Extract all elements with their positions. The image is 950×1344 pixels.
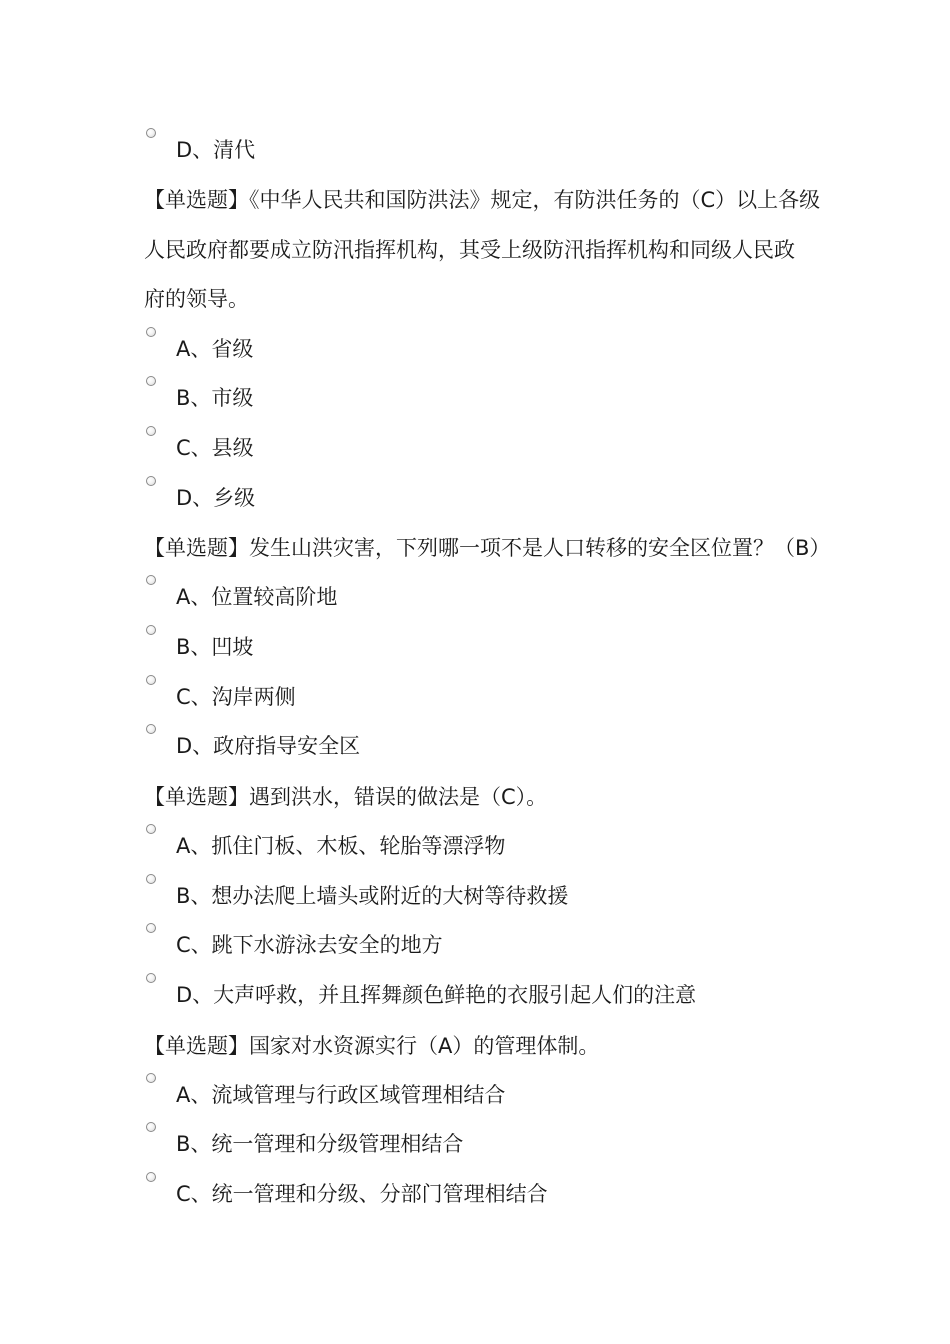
option-text: B、市级 [176, 386, 254, 410]
radio-icon[interactable] [146, 724, 156, 734]
option-text: C、跳下水游泳去安全的地方 [176, 933, 443, 957]
option-text: D、政府指导安全区 [176, 734, 361, 758]
radio-icon[interactable] [146, 874, 156, 884]
radio-icon[interactable] [146, 923, 156, 933]
option-text: B、统一管理和分级管理相结合 [176, 1132, 464, 1156]
option-text: C、县级 [176, 436, 254, 460]
option-text: A、抓住门板、木板、轮胎等漂浮物 [176, 834, 506, 858]
radio-icon[interactable] [146, 575, 156, 585]
option-text: A、位置较高阶地 [176, 585, 338, 609]
radio-icon[interactable] [146, 426, 156, 436]
option-text: A、省级 [176, 337, 254, 361]
option-text: B、凹坡 [176, 635, 254, 659]
radio-icon[interactable] [146, 327, 156, 337]
option-text: A、流域管理与行政区域管理相结合 [176, 1083, 506, 1107]
radio-icon[interactable] [146, 128, 156, 138]
question-text: 府的领导。 [144, 287, 249, 311]
option-text: D、清代 [176, 138, 256, 162]
radio-icon[interactable] [146, 376, 156, 386]
radio-icon[interactable] [146, 625, 156, 635]
option-text: B、想办法爬上墙头或附近的大树等待救援 [176, 884, 569, 908]
question-text: 【单选题】《中华人民共和国防洪法》规定，有防洪任务的（C）以上各级 [144, 188, 821, 212]
radio-icon[interactable] [146, 1073, 156, 1083]
radio-icon[interactable] [146, 1172, 156, 1182]
option-text: D、大声呼救，并且挥舞颜色鲜艳的衣服引起人们的注意 [176, 983, 697, 1007]
radio-icon[interactable] [146, 476, 156, 486]
radio-icon[interactable] [146, 973, 156, 983]
question-text: 人民政府都要成立防汛指挥机构，其受上级防汛指挥机构和同级人民政 [144, 238, 795, 262]
question-text: 【单选题】国家对水资源实行（A）的管理体制。 [144, 1034, 600, 1058]
radio-icon[interactable] [146, 675, 156, 685]
question-text: 【单选题】发生山洪灾害，下列哪一项不是人口转移的安全区位置？（B） [144, 536, 831, 560]
radio-icon[interactable] [146, 824, 156, 834]
question-text: 【单选题】遇到洪水，错误的做法是（C）。 [144, 785, 548, 809]
option-text: D、乡级 [176, 486, 256, 510]
radio-icon[interactable] [146, 1122, 156, 1132]
option-text: C、沟岸两侧 [176, 685, 296, 709]
option-text: C、统一管理和分级、分部门管理相结合 [176, 1182, 548, 1206]
